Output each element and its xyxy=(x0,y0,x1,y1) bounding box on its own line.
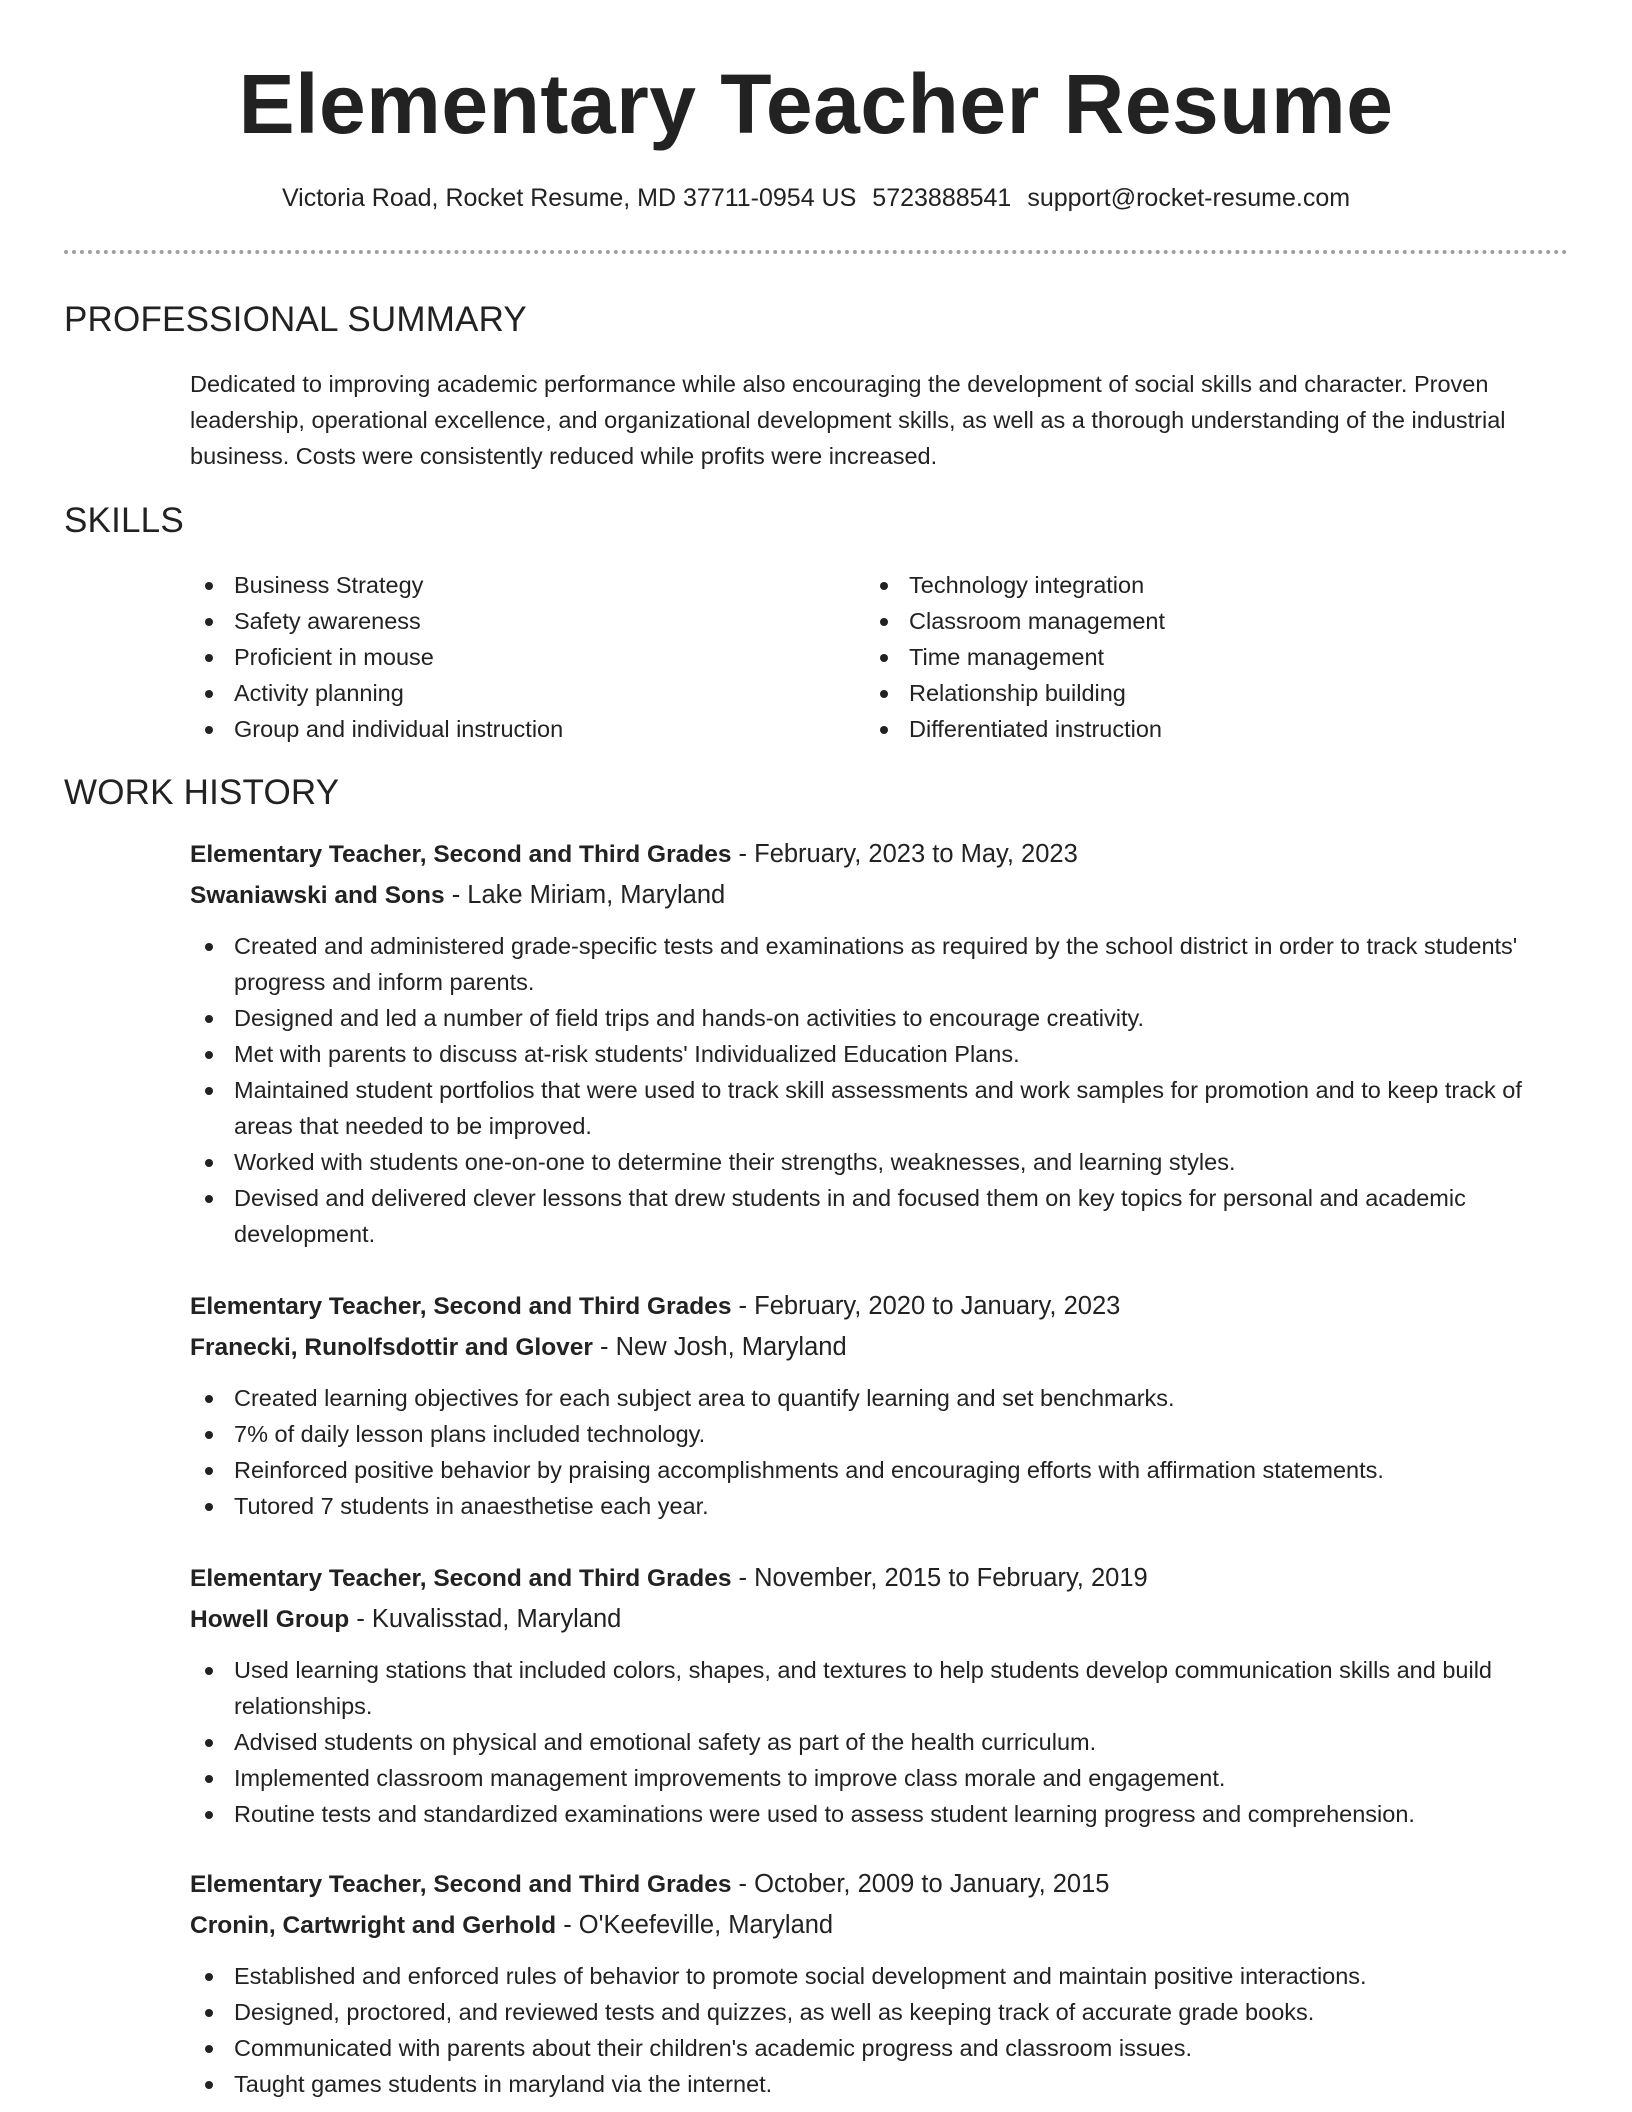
job-bullet: Worked with students one-on-one to determine their strengths, weaknesses, and learning styles. xyxy=(190,1144,1570,1180)
job-title: Elementary Teacher, Second and Third Grades xyxy=(190,1293,732,1320)
job-title-line xyxy=(190,1558,1570,1599)
skill-item: Classroom management xyxy=(865,603,1505,639)
job-entry xyxy=(190,1864,1570,2102)
job-bullets xyxy=(190,1380,1570,1524)
job-title-line xyxy=(190,1864,1570,1905)
skill-item: Safety awareness xyxy=(190,603,830,639)
job-location: - Lake Miriam, Maryland xyxy=(444,881,726,909)
job-title-line xyxy=(190,1286,1570,1327)
job-dates: - February, 2020 to January, 2023 xyxy=(731,1292,1121,1320)
job-bullet: Used learning stations that included colors, shapes, and textures to help students develop communication skills and build relationships. xyxy=(190,1652,1570,1724)
job-location: - O'Keefeville, Maryland xyxy=(556,1911,834,1939)
skill-item: Activity planning xyxy=(190,675,830,711)
section-heading-summary: PROFESSIONAL SUMMARY xyxy=(64,300,527,339)
skills-list-left xyxy=(190,567,830,747)
contact-phone[interactable]: 5723888541 xyxy=(872,184,1012,212)
skill-item: Differentiated instruction xyxy=(865,711,1505,747)
job-company: Swaniawski and Sons xyxy=(190,882,445,909)
job-company: Howell Group xyxy=(190,1606,350,1633)
skill-item: Business Strategy xyxy=(190,567,830,603)
skill-item: Group and individual instruction xyxy=(190,711,830,747)
job-bullet: Communicated with parents about their children's academic progress and classroom issues. xyxy=(190,2030,1570,2066)
job-bullets xyxy=(190,1652,1570,1832)
job-dates: - February, 2023 to May, 2023 xyxy=(731,840,1078,868)
job-title: Elementary Teacher, Second and Third Grades xyxy=(190,841,732,868)
skill-item: Technology integration xyxy=(865,567,1505,603)
job-bullets xyxy=(190,1958,1570,2102)
job-company: Franecki, Runolfsdottir and Glover xyxy=(190,1334,593,1361)
job-bullet: Designed, proctored, and reviewed tests and quizzes, as well as keeping track of accurate grade books. xyxy=(190,1994,1570,2030)
job-company-line xyxy=(190,1905,1570,1946)
job-bullet: Tutored 7 students in anaesthetise each year. xyxy=(190,1488,1570,1524)
job-location: - New Josh, Maryland xyxy=(592,1333,847,1361)
skills-list-right xyxy=(865,567,1505,747)
skill-item: Relationship building xyxy=(865,675,1505,711)
job-bullets xyxy=(190,928,1570,1252)
job-entry xyxy=(190,834,1570,1252)
contact-email[interactable]: support@rocket-resume.com xyxy=(1027,184,1351,212)
job-entry xyxy=(190,1286,1570,1524)
resume-title: Elementary Teacher Resume xyxy=(238,57,1394,151)
job-bullet: Devised and delivered clever lessons that drew students in and focused them on key topics for personal and academic development. xyxy=(190,1180,1570,1252)
skill-item: Proficient in mouse xyxy=(190,639,830,675)
contact-address: Victoria Road, Rocket Resume, MD 37711-0954 US xyxy=(281,184,857,212)
job-title: Elementary Teacher, Second and Third Grades xyxy=(190,1871,732,1898)
skill-item: Time management xyxy=(865,639,1505,675)
job-location: - Kuvalisstad, Maryland xyxy=(349,1605,622,1633)
job-bullet: Routine tests and standardized examinations were used to assess student learning progress and comprehension. xyxy=(190,1796,1570,1832)
job-bullet: Created and administered grade-specific tests and examinations as required by the school district in order to track students' progress and inform parents. xyxy=(190,928,1570,1000)
job-company: Cronin, Cartwright and Gerhold xyxy=(190,1912,557,1939)
contact-line xyxy=(0,180,1632,216)
job-bullet: Taught games students in maryland via the internet. xyxy=(190,2066,1570,2102)
job-bullet: Met with parents to discuss at-risk students' Individualized Education Plans. xyxy=(190,1036,1570,1072)
job-bullet: 7% of daily lesson plans included technology. xyxy=(190,1416,1570,1452)
job-bullet: Reinforced positive behavior by praising accomplishments and encouraging efforts with affirmation statements. xyxy=(190,1452,1570,1488)
job-bullet: Maintained student portfolios that were used to track skill assessments and work samples for promotion and to keep track of areas that needed to be improved. xyxy=(190,1072,1570,1144)
section-heading-skills: SKILLS xyxy=(64,501,184,540)
job-dates: - November, 2015 to February, 2019 xyxy=(731,1564,1148,1592)
job-company-line xyxy=(190,875,1570,916)
job-bullet: Designed and led a number of field trips and hands-on activities to encourage creativity. xyxy=(190,1000,1570,1036)
job-title: Elementary Teacher, Second and Third Grades xyxy=(190,1565,732,1592)
section-heading-work-history: WORK HISTORY xyxy=(64,773,340,812)
job-bullet: Advised students on physical and emotional safety as part of the health curriculum. xyxy=(190,1724,1570,1760)
job-entry xyxy=(190,1558,1570,1832)
job-bullet: Created learning objectives for each subject area to quantify learning and set benchmarks. xyxy=(190,1380,1570,1416)
job-bullet: Established and enforced rules of behavior to promote social development and maintain positive interactions. xyxy=(190,1958,1570,1994)
header-divider xyxy=(64,250,1568,254)
job-title-line xyxy=(190,834,1570,875)
job-dates: - October, 2009 to January, 2015 xyxy=(731,1870,1110,1898)
job-company-line xyxy=(190,1327,1570,1368)
job-bullet: Implemented classroom management improvements to improve class morale and engagement. xyxy=(190,1760,1570,1796)
summary-text: Dedicated to improving academic performance while also encouraging the development of social skills and character. Proven leadership, operational excellence, and organizational development skills, as well as a thorough understanding of the industrial business. Costs were consistently reduced while profits were increased. xyxy=(190,371,1506,469)
job-company-line xyxy=(190,1599,1570,1640)
